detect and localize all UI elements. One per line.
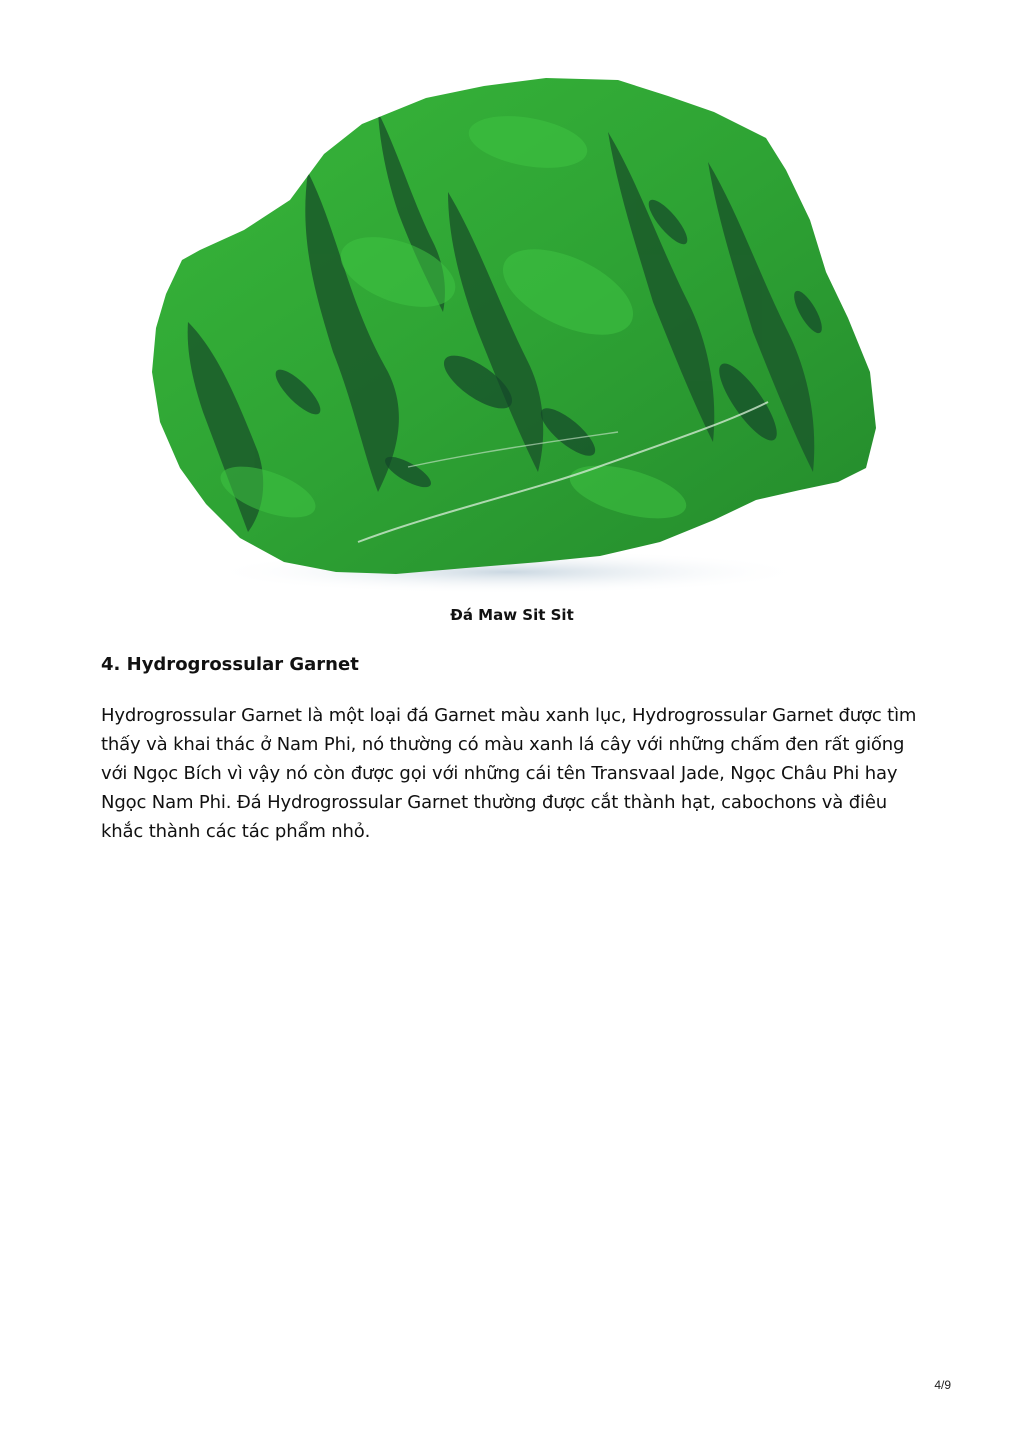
maw-sit-sit-stone-image (148, 72, 878, 592)
section-heading: 4. Hydrogrossular Garnet (101, 654, 359, 675)
section-paragraph: Hydrogrossular Garnet là một loại đá Garnet màu xanh lục, Hydrogrossular Garnet được tìm thấy và khai thác ở Nam Phi, nó thường có màu xanh lá cây với những chấm đen rất giống với Ngọc Bích vì vậy nó còn được gọi với những cái tên Transvaal Jade, Ngọc Châu Phi hay Ngọc Nam Phi. Đá Hydrogrossular Garnet thường được cắt thành hạt, cabochons và điêu khắc thành các tác phẩm nhỏ. (101, 705, 917, 842)
page-number: 4/9 (934, 1378, 951, 1392)
mineral-photo (148, 72, 878, 592)
figure-caption: Đá Maw Sit Sit (450, 606, 574, 624)
